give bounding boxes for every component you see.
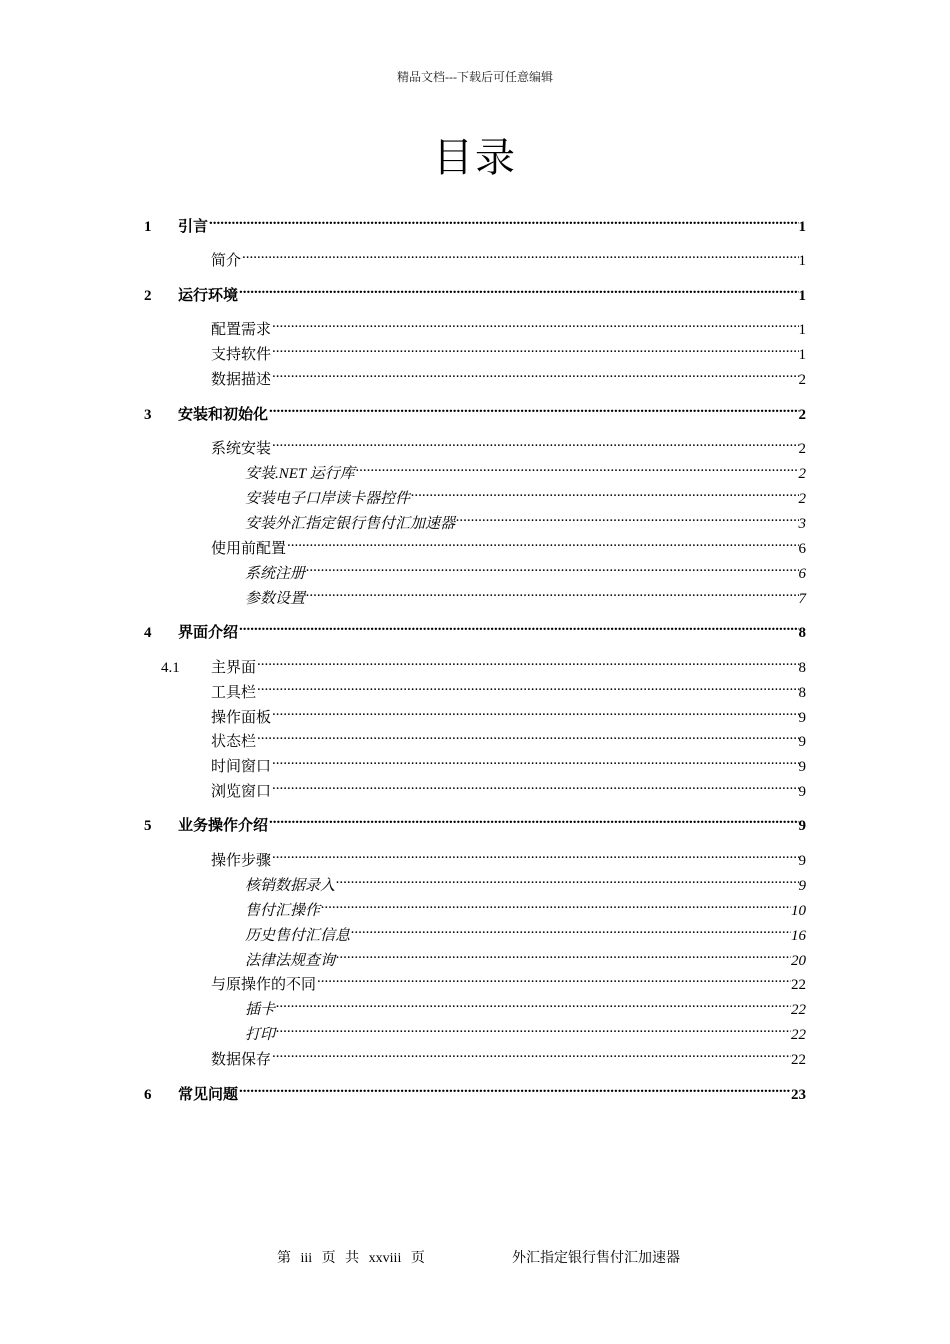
toc-leader-dots [271,1042,791,1064]
toc-page-number: 1 [798,253,806,269]
toc-label: 操作步骤 [211,853,272,869]
toc-label: 安装.NET 运行库 [245,466,355,482]
toc-label: 浏览窗口 [211,784,272,800]
toc-leader-dots [355,456,799,478]
toc-label: 配置需求 [211,322,272,338]
toc-leader-dots [208,209,798,231]
toc-entry-chapter[interactable] [144,1077,806,1103]
toc-page-number: 10 [791,903,806,919]
toc-page-number: 8 [798,660,806,676]
footer-product-name: 外汇指定银行售付汇加速器 [512,1251,680,1266]
toc-page-number: 9 [798,734,806,750]
toc-entry-chapter[interactable] [144,615,806,641]
toc-leader-dots [350,918,791,940]
toc-page-number: 6 [798,541,806,557]
toc-entry-subsection[interactable] [245,992,806,1018]
toc-entry-chapter[interactable] [144,278,806,304]
toc-entry-subsection[interactable] [245,1017,806,1043]
toc-leader-dots [410,481,798,503]
toc-label: 安装电子口岸读卡器控件 [245,491,411,507]
toc-leader-dots [275,1017,791,1039]
toc-page-number: 9 [798,878,806,894]
toc-leader-dots [268,808,798,830]
toc-entry-section[interactable] [211,675,806,701]
toc-entry-subsection[interactable] [245,943,806,969]
toc-label: 常见问题 [178,1087,239,1103]
toc-page-number: 22 [791,977,806,993]
toc-entry-section[interactable] [211,967,806,993]
toc-page-number: 23 [791,1087,806,1103]
toc-page-number: 20 [791,953,806,969]
toc-page-number: 16 [791,928,806,944]
toc-page-number: 22 [791,1002,806,1018]
toc-number: 6 [144,1087,152,1103]
toc-label: 引言 [178,219,209,235]
toc-label: 运行环境 [178,288,239,304]
toc-page-number: 9 [798,759,806,775]
toc-leader-dots [286,531,798,553]
toc-leader-dots [256,724,798,746]
toc-entry-subsection[interactable] [245,918,806,944]
toc-leader-dots [271,337,798,359]
toc-leader-dots [335,868,798,890]
toc-page-number: 2 [798,407,806,423]
toc-page-number: 8 [798,685,806,701]
toc-number: 5 [144,818,152,834]
toc-label: 插卡 [245,1002,276,1018]
toc-page-number: 9 [798,818,806,834]
toc-entry-section[interactable] [211,774,806,800]
toc-entry-subsection[interactable] [245,481,806,507]
toc-page-number: 9 [798,710,806,726]
toc-label: 业务操作介绍 [178,818,269,834]
toc-entry-section[interactable] [211,431,806,457]
toc-leader-dots [256,675,798,697]
toc-page-number: 9 [798,853,806,869]
toc-label: 系统安装 [211,441,272,457]
toc-leader-dots [316,967,791,989]
toc-leader-dots [271,774,798,796]
toc-page-number: 22 [791,1052,806,1068]
toc-number: 4 [144,625,152,641]
toc-leader-dots [275,992,791,1014]
toc-label: 打印 [245,1027,276,1043]
toc-leader-dots [335,943,791,965]
toc-leader-dots [271,431,798,453]
toc-leader-dots [241,243,798,265]
toc-entry-chapter[interactable] [144,209,806,235]
toc-entry-section[interactable] [211,724,806,750]
toc-leader-dots [305,581,798,603]
toc-entry-subsection[interactable] [245,506,806,532]
toc-page-number: 1 [798,219,806,235]
toc-entry-section[interactable] [161,650,806,676]
toc-entry-subsection[interactable] [245,556,806,582]
toc-label: 与原操作的不同 [211,977,317,993]
toc-leader-dots [238,615,798,637]
toc-label: 数据保存 [211,1052,272,1068]
toc-page-number: 1 [798,322,806,338]
toc-page-number: 6 [798,566,806,582]
toc-label: 历史售付汇信息 [245,928,351,944]
toc-page-number: 2 [798,372,806,388]
toc-leader-dots [271,700,798,722]
toc-label: 简介 [211,253,242,269]
toc-leader-dots [238,1077,791,1099]
toc-leader-dots [271,362,798,384]
toc-label: 售付汇操作 [245,903,321,919]
toc-label: 工具栏 [211,685,257,701]
toc-label: 数据描述 [211,372,272,388]
toc-entry-chapter[interactable] [144,397,806,423]
toc-entry-section[interactable] [211,243,806,269]
toc-entry-section[interactable] [211,700,806,726]
toc-leader-dots [238,278,798,300]
toc-label: 法律法规查询 [245,953,336,969]
toc-entry-section[interactable] [211,362,806,388]
toc-leader-dots [271,843,798,865]
toc-label: 主界面 [211,660,257,676]
toc-label: 安装外汇指定银行售付汇加速器 [245,516,456,532]
toc-leader-dots [268,397,798,419]
toc-page-number: 8 [798,625,806,641]
toc-entry-section[interactable] [211,531,806,557]
toc-entry-chapter[interactable] [144,808,806,834]
toc-leader-dots [305,556,798,578]
toc-label: 使用前配置 [211,541,287,557]
toc-leader-dots [271,312,798,334]
toc-page-number: 2 [798,466,806,482]
toc-entry-subsection[interactable] [245,581,806,607]
toc-label: 参数设置 [245,591,306,607]
toc-entry-section[interactable] [211,1042,806,1068]
toc-entry-subsection[interactable] [245,456,806,482]
toc-page-number: 3 [798,516,806,532]
toc-page-number: 1 [798,347,806,363]
toc-label: 安装和初始化 [178,407,269,423]
toc-label: 操作面板 [211,710,272,726]
toc-number: 4.1 [161,660,180,676]
toc-label: 时间窗口 [211,759,272,775]
toc-label: 系统注册 [245,566,306,582]
toc-leader-dots [320,893,791,915]
toc-label: 状态栏 [211,734,257,750]
toc-number: 3 [144,407,152,423]
toc-page-number: 1 [798,288,806,304]
toc-label: 支持软件 [211,347,272,363]
toc-number: 2 [144,288,152,304]
toc-entry-subsection[interactable] [245,868,806,894]
toc-title: 目录 [433,135,517,180]
page-footer [0,1247,950,1267]
toc-page-number: 22 [791,1027,806,1043]
toc-leader-dots [455,506,798,528]
toc-page-number: 2 [798,491,806,507]
toc-page-number: 2 [798,441,806,457]
toc-leader-dots [271,749,798,771]
page-header-note: 精品文档---下载后可任意编辑 [397,70,553,84]
toc-entry-subsection[interactable] [245,893,806,919]
toc-label: 界面介绍 [178,625,239,641]
toc-leader-dots [256,650,798,672]
toc-page-number: 9 [798,784,806,800]
toc-page-number: 7 [798,591,806,607]
toc-number: 1 [144,219,152,235]
toc-entry-section[interactable] [211,312,806,338]
toc-entry-section[interactable] [211,843,806,869]
toc-label: 核销数据录入 [245,878,336,894]
toc-entry-section[interactable] [211,749,806,775]
footer-page-info: 第 iii 页 共 xxviii 页 [277,1251,425,1266]
toc-entry-section[interactable] [211,337,806,363]
